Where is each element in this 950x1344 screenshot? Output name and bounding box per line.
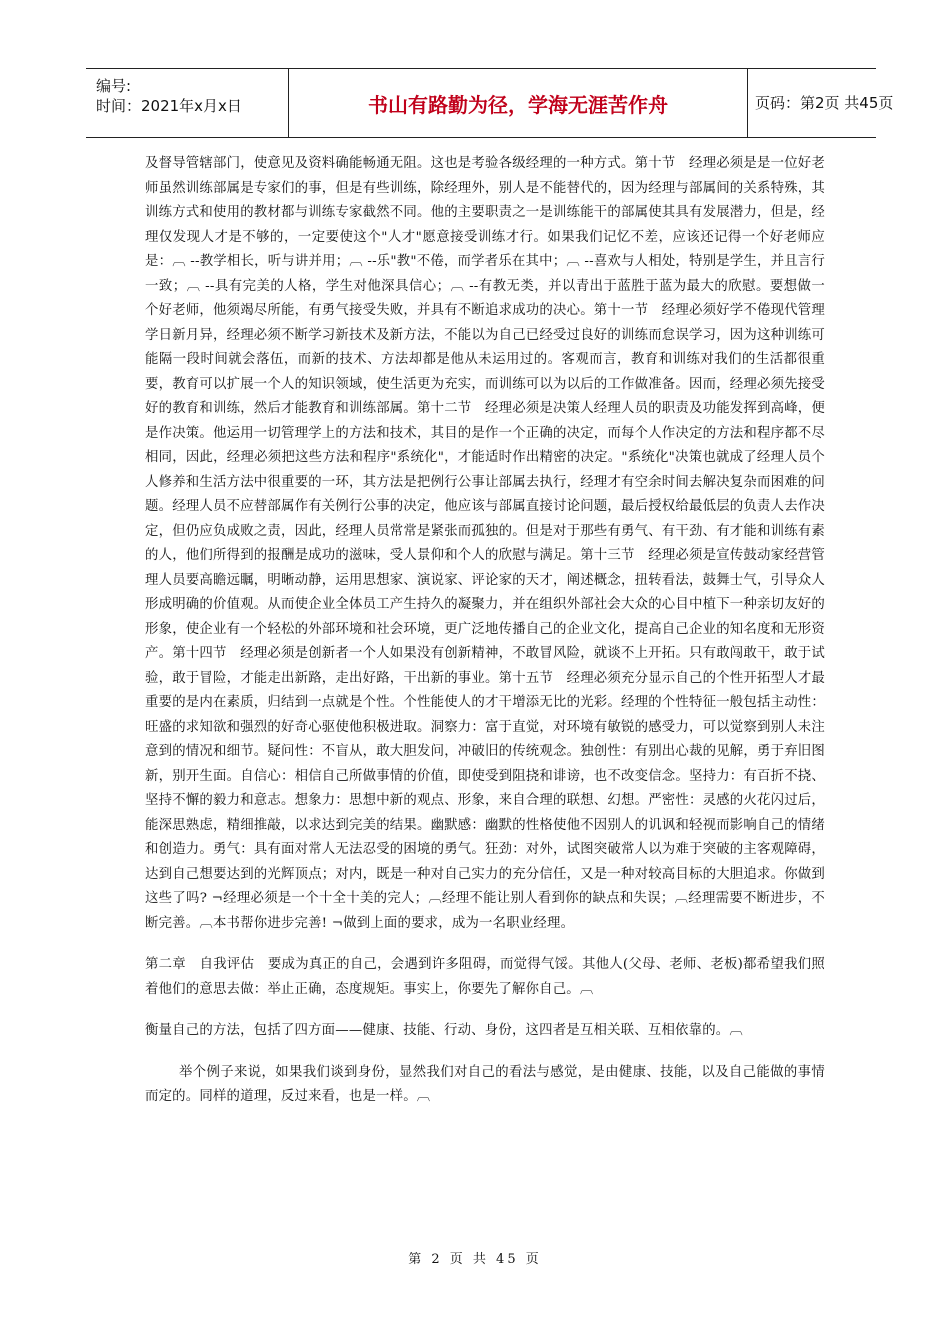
document-body bbox=[145, 152, 825, 1110]
header-page-label: 页码：第2页 共45页 bbox=[755, 94, 894, 112]
header-motto: 书山有路勤为径，学海无涯苦作舟 bbox=[368, 93, 668, 117]
header-page-cell bbox=[747, 69, 894, 137]
page-footer: 第 2 页 共 45 页 bbox=[408, 1252, 542, 1267]
header-motto-cell bbox=[288, 69, 748, 137]
body-paragraph-2: 第二章 自我评估 要成为真正的自己，会遇到许多阻碍，而觉得气馁。其他人(父母、老师、老板)都希望我们照着他们的意思去做：举止正确，态度规矩。事实上，你要先了解你自己。︹ bbox=[145, 957, 825, 997]
number-label: 编号: bbox=[96, 77, 132, 95]
body-paragraph-1: 及督导管辖部门，使意见及资料确能畅通无阻。这也是考验各级经理的一种方式。第十节 经理必须是是一位好老师虽然训练部属是专家们的事，但是有些训练，除经理外，别人是不能替代的，因为经理与部属间的关系特殊，其训练方式和使用的教材都与训练专家截然不同。他的主要职责之一是训练能干的部属使其具有发展潜力，但是，经理仅发现人才是不够的，一定要使这个"人才"愿意接受训练才行。如果我们记忆不差，应该还记得一个好老师应是：︹ --教学相长，听与讲并用；︹ --乐"教"不倦，而学者乐在其中；︹ --喜欢与人相处，特别是学生，并且言行一致；︹ --具有完美的人格，学生对他深具信心；︹ --有教无类，并以青出于蓝胜于蓝为最大的欣慰。要想做一个好老师，他须竭尽所能，有勇气接受失败，并具有不断追求成功的决心。第十一节 经理必须好学不倦现代管理学日新月异，经理必须不断学习新技术及新方法，不能以为自己已经受过良好的训练而怠误学习，因为这种训练可能隔一段时间就会落伍，而新的技术、方法却都是他从未运用过的。客观而言，教育和训练对我们的生活都很重要，教育可以扩展一个人的知识领域，使生活更为充实，而训练可以为以后的工作做准备。因而，经理必须先接受好的教育和训练，然后才能教育和训练部属。第十二节 经理必须是决策人经理人员的职责及功能发挥到高峰，便是作决策。他运用一切管理学上的方法和技术，其目的是作一个正确的决定，而每个人作决定的方法和程序都不尽相同，因此，经理必须把这些方法和程序"系统化"，才能适时作出精密的决定。"系统化"决策也就成了经理人员个人修养和生活方法中很重要的一环，其方法是把例行公事让部属去执行，经理才有空余时间去解决复杂而困难的问题。经理人员不应替部属作有关例行公事的决定，他应该与部属直接讨论问题，最后授权给最低层的负责人去作决定，但仍应负成败之责，因此，经理人员常常是紧张而孤独的。但是对于那些有勇气、有干劲、有才能和训练有素的人，他们所得到的报酬是成功的滋味，受人景仰和个人的欣慰与满足。第十三节 经理必须是宣传鼓动家经营管理人员要高瞻远瞩，明晰动静，运用思想家、演说家、评论家的天才，阐述概念，扭转看法，鼓舞士气，引导众人形成明确的价值观。从而使企业全体员工产生持久的凝聚力，并在组织外部社会大众的心目中植下一种亲切友好的形象，使企业有一个轻松的外部环境和社会环境，更广泛地传播自己的企业文化，提高自己企业的知名度和无形资产。第十四节 经理必须是创新者一个人如果没有创新精神，不敢冒风险，就谈不上开拓。只有敢闯敢干，敢于试验，敢于冒险，才能走出新路，走出好路，干出新的事业。第十五节 经理必须充分显示自己的个性开拓型人才最重要的是内在素质，归结到一点就是个性。个性能使人的才干增添无比的光彩。经理的个性特征一般包括主动性：旺盛的求知欲和强烈的好奇心驱使他积极进取。洞察力：富于直觉，对环境有敏锐的感受力，可以觉察到别人未注意到的情况和细节。疑问性：不盲从，敢大胆发问，冲破旧的传统观念。独创性：有别出心裁的见解，勇于弃旧图新，别开生面。自信心：相信自己所做事情的价值，即使受到阻挠和诽谤，也不改变信念。坚持力：有百折不挠、坚持不懈的毅力和意志。想象力：思想中新的观点、形象，来自合理的联想、幻想。严密性：灵感的火花闪过后，能深思熟虑，精细推敲，以求达到完美的结果。幽默感：幽默的性格使他不因别人的讥讽和轻视而影响自己的情绪和创造力。勇气：具有面对常人无法忍受的困境的勇气。狂劲：对外，试图突破常人以为难于突破的主客观障碍，达到自己想要达到的光辉顶点；对内，既是一种对自己实力的充分信任，又是一种对较高目标的大胆追求。你做到这些了吗? ¬经理必须是一个十全十美的完人；︹经理不能让别人看到你的缺点和失误；︹经理需要不断进步，不断完善。︹本书帮你进步完善! ¬做到上面的要求，成为一名职业经理。 bbox=[145, 156, 825, 931]
body-paragraph-4: 举个例子来说，如果我们谈到身份，显然我们对自己的看法与感觉，是由健康、技能，以及自己能做的事情而定的。同样的道理，反过来看，也是一样。︹ bbox=[145, 1064, 825, 1104]
document-header bbox=[86, 68, 894, 138]
time-label: 时间：2021年x月x日 bbox=[96, 97, 242, 115]
body-paragraph-3: 衡量自己的方法，包括了四方面——健康、技能、行动、身份，这四者是互相关联、互相依靠的。︹ bbox=[145, 1023, 743, 1038]
header-meta-cell bbox=[86, 69, 288, 137]
